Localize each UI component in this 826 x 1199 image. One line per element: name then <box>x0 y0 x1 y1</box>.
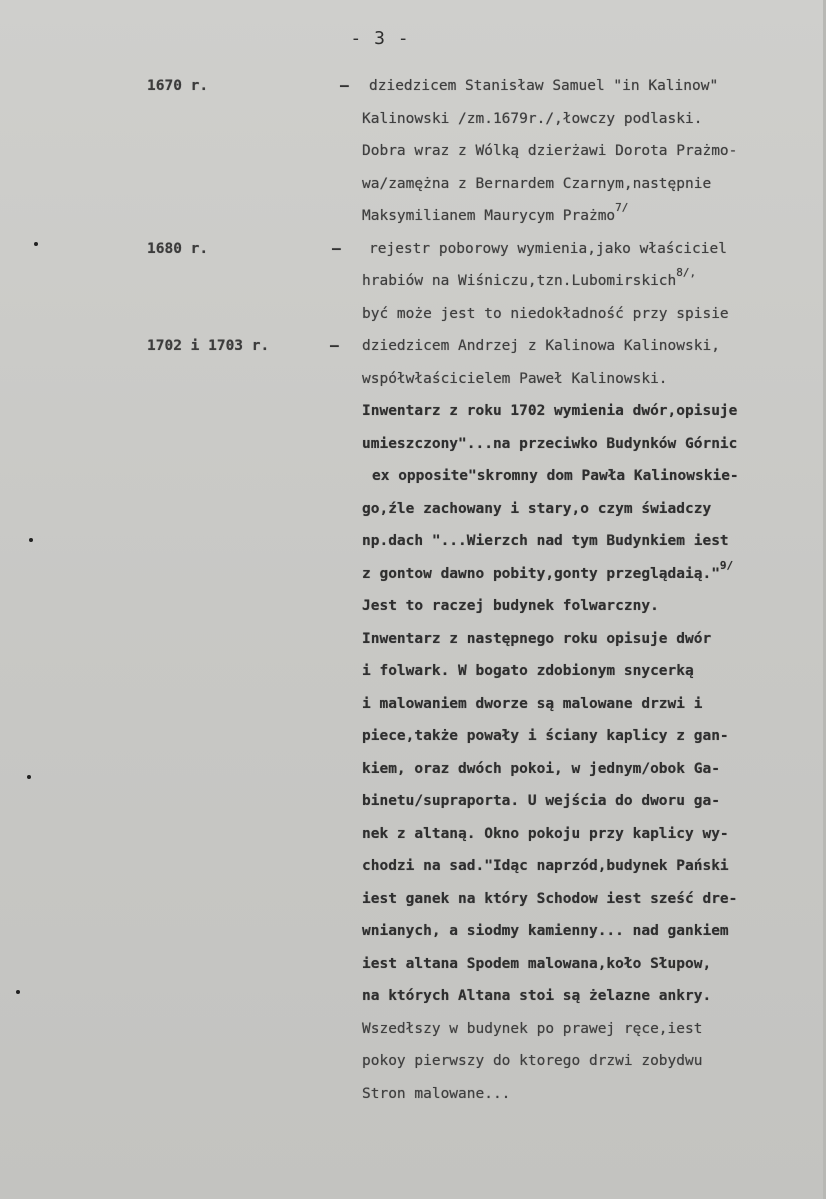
entry-line <box>362 558 733 592</box>
entry-line: ex opposite"skromny dom Pawła Kalinowskie- <box>372 468 739 484</box>
margin-speck <box>27 775 31 779</box>
entry-line: i folwark. W bogato zdobionym snycerką <box>362 663 694 679</box>
footnote-ref: 7/ <box>615 201 629 214</box>
entry-line: wa/zamężna z Bernardem Czarnym,następnie <box>362 175 712 192</box>
entry-line: chodzi na sad."Idąc naprzód,budynek Pański <box>362 858 729 874</box>
entry-date: 1680 r. <box>147 240 209 257</box>
entry-line: Inwentarz z roku 1702 wymienia dwór,opisuje <box>362 403 738 419</box>
entry-dash: – <box>330 338 339 354</box>
entry-row <box>0 70 826 103</box>
entry-line: Dobra wraz z Wólką dzierżawi Dorota Prażmo- <box>362 143 738 159</box>
entry-row <box>0 233 826 266</box>
entry-line: go,źle zachowany i stary,o czym świadczy <box>362 500 712 517</box>
footnote-ref: 8/, <box>676 266 697 279</box>
entry-line: nek z altaną. Okno pokoju przy kaplicy wy- <box>362 825 729 842</box>
document-body <box>0 70 826 1110</box>
entry-line: współwłaścicielem Paweł Kalinowski. <box>362 370 668 387</box>
entry-line: i malowaniem dworze są malowane drzwi i <box>362 695 703 712</box>
entry-line <box>362 265 696 299</box>
entry-line: dziedzicem Stanisław Samuel "in Kalinow" <box>369 78 719 94</box>
entry-line: iest altana Spodem malowana,koło Słupow, <box>362 955 712 972</box>
entry-line: wnianych, a siodmy kamienny... nad gankiem <box>362 923 729 939</box>
footnote-ref: 9/ <box>719 558 734 572</box>
entry-line: rejestr poborowy wymienia,jako właściciel <box>369 240 727 257</box>
entry-line: Inwentarz z następnego roku opisuje dwór <box>362 630 712 647</box>
entry-line-text: z gontow dawno pobity,gonty przeglądaią." <box>362 565 720 582</box>
entry-dash: – <box>332 240 341 257</box>
entry-line: iest ganek na który Schodow iest sześć dre- <box>362 890 738 907</box>
entry-line: piece,także powały i ściany kaplicy z gan- <box>362 728 729 744</box>
page-number: - 3 - <box>350 28 410 49</box>
entry-date: 1670 r. <box>147 78 209 94</box>
entry-line: Wszedłszy w budynek po prawej ręce,iest <box>362 1020 703 1037</box>
entry-line: np.dach "...Wierzch nad tym Budynkiem iest <box>362 533 729 549</box>
entry-line: binetu/supraporta. U wejścia do dworu ga- <box>362 793 720 809</box>
entry-line: dziedzicem Andrzej z Kalinowa Kalinowski, <box>362 338 720 354</box>
entry-date: 1702 i 1703 r. <box>147 338 270 354</box>
entry-row <box>0 330 826 363</box>
entry-line: Stron malowane... <box>362 1085 511 1102</box>
margin-speck <box>29 538 33 542</box>
entry-line: Jest to raczej budynek folwarczny. <box>362 598 659 614</box>
entry-dash: – <box>340 78 349 94</box>
entry-line: pokoy pierwszy do ktorego drzwi zobydwu <box>362 1053 703 1069</box>
entry-line: być może jest to niedokładność przy spisie <box>362 305 729 322</box>
entry-line: umieszczony"...na przeciwko Budynków Górnic <box>362 435 738 452</box>
entry-line: na których Altana stoi są żelazne ankry. <box>362 988 712 1004</box>
entry-line: Kalinowski /zm.1679r./,łowczy podlaski. <box>362 110 703 127</box>
entry-line-text: Maksymilianem Maurycym Prażmo <box>362 208 616 224</box>
margin-speck <box>34 242 38 246</box>
entry-line <box>362 200 628 234</box>
entry-line: kiem, oraz dwóch pokoi, w jednym/obok Ga- <box>362 760 720 777</box>
margin-speck <box>16 990 20 994</box>
entry-line-text: hrabiów na Wiśniczu,tzn.Lubomirskich <box>362 273 677 289</box>
